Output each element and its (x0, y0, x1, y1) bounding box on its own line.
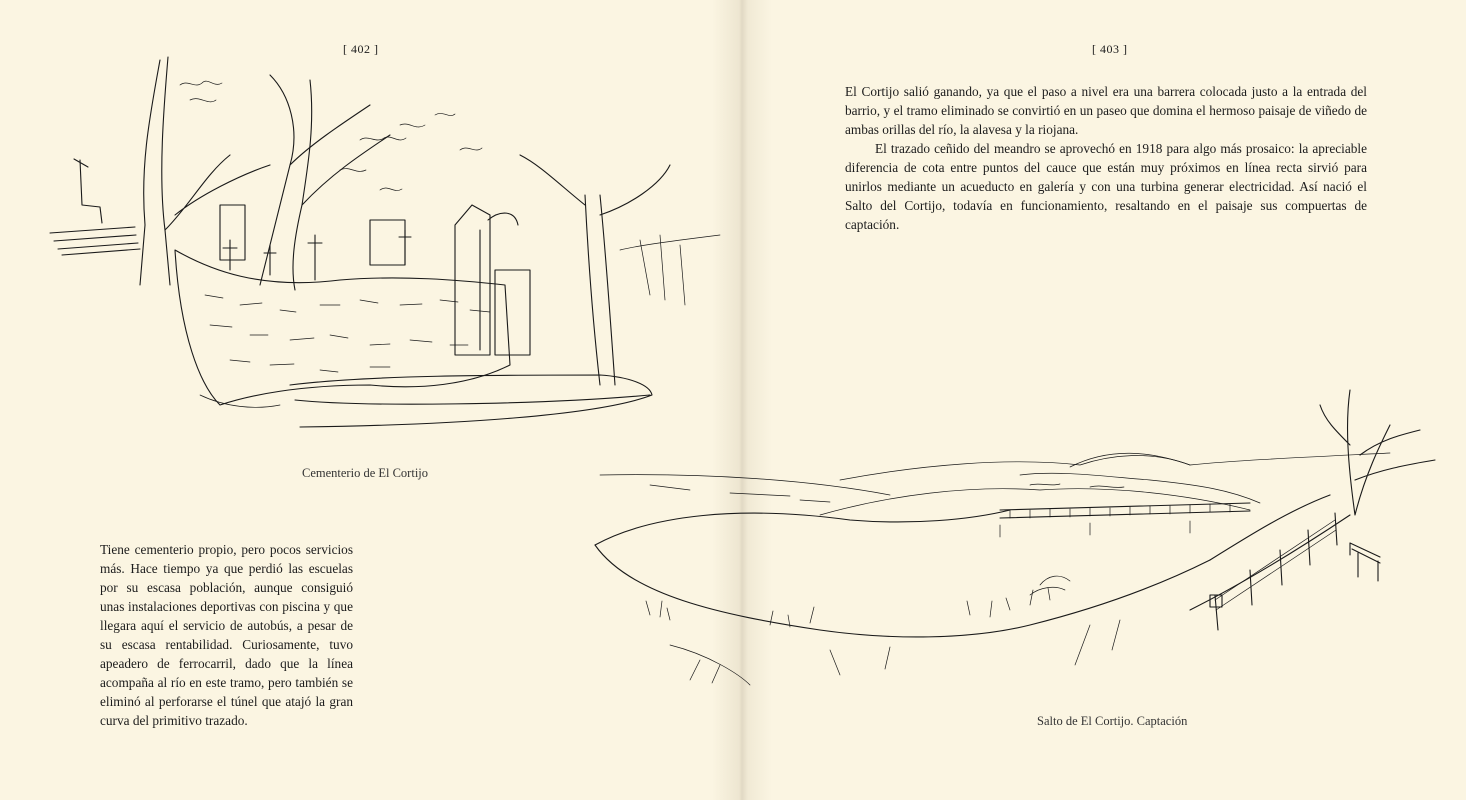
left-illustration-caption: Cementerio de El Cortijo (302, 466, 429, 480)
left-page-number: [ 402 ] (343, 42, 379, 56)
right-paragraph-2: El trazado ceñido del meandro se aprovechó en 1918 para algo más prosaico: la apreciable diferencia de cota entre puntos del cauce que están muy próximos en línea recta sirvió para unirlos mediante un acueducto en galería y con una turbina generar electricidad. Así nació el Salto del Cortijo, todavía en funcionamiento, resaltando en el paisaje sus compuertas de captación. (845, 141, 1367, 232)
right-text-block (845, 82, 1367, 234)
dam-landscape-sketch (590, 385, 1450, 695)
right-page-number: [ 403 ] (1092, 42, 1128, 56)
left-paragraph: Tiene cementerio propio, pero pocos servicios más. Hace tiempo ya que perdió las escuelas por su escasa población, aunque consiguió unas instalaciones deportivas con piscina y que llegara aquí el servicio de autobús, a pesar de su escasa rentabilidad. Curiosamente, tuvo apeadero de ferrocarril, dado que la línea acompaña al río en este tramo, pero también se eliminó al perforarse el túnel que atajó la gran curva del primitivo trazado. (100, 542, 353, 728)
cemetery-sketch (40, 55, 730, 440)
right-paragraph-1: El Cortijo salió ganando, ya que el paso a nivel era una barrera colocada justo a la entrada del barrio, y el tramo eliminado se convirtió en un paseo que domina el hermoso paisaje de viñedo de ambas orillas del río, la alavesa y la riojana. (845, 84, 1367, 137)
right-illustration-caption: Salto de El Cortijo. Captación (1037, 714, 1188, 728)
